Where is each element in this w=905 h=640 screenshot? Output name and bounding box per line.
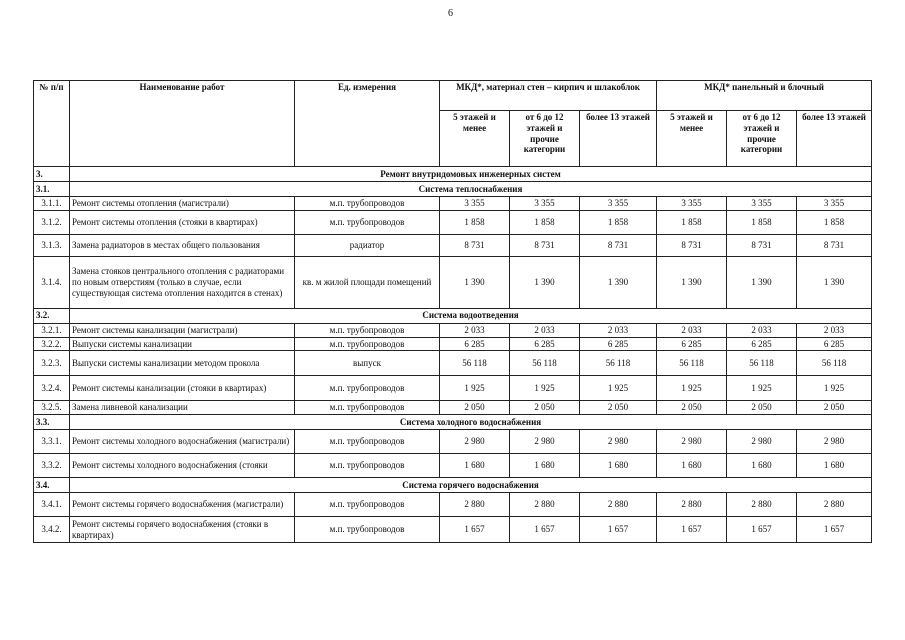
row-code: 3.1.3.: [34, 234, 70, 256]
header-group-panel: МКД* панельный и блочный: [657, 81, 872, 111]
row-code: 3.1.4.: [34, 256, 70, 308]
row-work-name: Замена ливневой канализации: [70, 401, 295, 415]
row-value: 3 355: [440, 197, 510, 211]
section-row: [34, 167, 872, 182]
row-value: 2 033: [657, 323, 727, 337]
row-value: 2 050: [657, 401, 727, 415]
row-unit: м.п. трубопроводов: [295, 210, 440, 234]
section-row: [34, 415, 872, 430]
row-value: 1 657: [510, 517, 580, 543]
row-value: 2 033: [580, 323, 657, 337]
row-unit: м.п. трубопроводов: [295, 401, 440, 415]
row-unit: выпуск: [295, 351, 440, 376]
row-value: 2 880: [657, 493, 727, 517]
row-work-name: Выпуски системы канализации: [70, 337, 295, 351]
row-work-name: Ремонт системы отопления (магистрали): [70, 197, 295, 211]
header-work-name: Наименование работ: [70, 81, 295, 167]
header-group-brick: МКД*, материал стен – кирпич и шлакоблок: [440, 81, 657, 111]
row-value: 56 118: [727, 351, 797, 376]
table-row: [34, 197, 872, 211]
table-row: [34, 234, 872, 256]
row-work-name: Ремонт системы горячего водоснабжения (стояки в квартирах): [70, 517, 295, 543]
row-value: 6 285: [510, 337, 580, 351]
row-value: 6 285: [580, 337, 657, 351]
row-unit: м.п. трубопроводов: [295, 337, 440, 351]
row-value: 1 390: [580, 256, 657, 308]
row-value: 1 390: [657, 256, 727, 308]
row-work-name: Ремонт системы горячего водоснабжения (магистрали): [70, 493, 295, 517]
row-value: 2 050: [797, 401, 872, 415]
row-value: 6 285: [657, 337, 727, 351]
header-number: № п/п: [34, 81, 70, 167]
subheader-cell: 5 этажей и менее: [657, 111, 727, 167]
row-value: 6 285: [440, 337, 510, 351]
cost-table: [33, 80, 872, 543]
row-value: 2 050: [727, 401, 797, 415]
row-value: 1 680: [510, 454, 580, 478]
table-row: [34, 401, 872, 415]
row-value: 56 118: [440, 351, 510, 376]
table-row: [34, 351, 872, 376]
table-row: [34, 323, 872, 337]
row-value: 2 880: [440, 493, 510, 517]
row-unit: кв. м жилой площади помещений: [295, 256, 440, 308]
table-body: [34, 167, 872, 543]
section-code: 3.3.: [34, 415, 70, 430]
row-value: 2 050: [440, 401, 510, 415]
row-value: 1 925: [440, 376, 510, 401]
row-value: 1 858: [727, 210, 797, 234]
row-value: 2 033: [440, 323, 510, 337]
row-value: 2 033: [797, 323, 872, 337]
row-work-name: Выпуски системы канализации методом прокола: [70, 351, 295, 376]
row-work-name: Замена стояков центрального отопления с радиаторами по новым отверстиям (только в случае, если существующая система отопления находится в стенах): [70, 256, 295, 308]
row-value: 3 355: [580, 197, 657, 211]
row-code: 3.3.2.: [34, 454, 70, 478]
row-value: 1 680: [580, 454, 657, 478]
row-value: 1 390: [797, 256, 872, 308]
row-value: 56 118: [797, 351, 872, 376]
row-value: 1 858: [580, 210, 657, 234]
section-code: 3.4.: [34, 478, 70, 493]
subheader-cell: от 6 до 12 этажей и прочие категории: [510, 111, 580, 167]
row-work-name: Ремонт системы отопления (стояки в квартирах): [70, 210, 295, 234]
row-work-name: Ремонт системы канализации (стояки в квартирах): [70, 376, 295, 401]
row-code: 3.2.1.: [34, 323, 70, 337]
row-work-name: Ремонт системы холодного водоснабжения (стояки: [70, 454, 295, 478]
row-work-name: Ремонт системы канализации (магистрали): [70, 323, 295, 337]
row-value: 2 033: [510, 323, 580, 337]
section-code: 3.2.: [34, 308, 70, 323]
subheader-cell: более 13 этажей: [797, 111, 872, 167]
row-unit: м.п. трубопроводов: [295, 454, 440, 478]
page-number: 6: [448, 8, 453, 19]
row-value: 8 731: [440, 234, 510, 256]
table-row: [34, 376, 872, 401]
table-row: [34, 337, 872, 351]
row-code: 3.2.2.: [34, 337, 70, 351]
row-value: 2 880: [510, 493, 580, 517]
table-row: [34, 493, 872, 517]
row-unit: м.п. трубопроводов: [295, 430, 440, 454]
row-value: 56 118: [657, 351, 727, 376]
row-work-name: Ремонт системы холодного водоснабжения (магистрали): [70, 430, 295, 454]
row-value: 2 980: [797, 430, 872, 454]
row-value: 8 731: [797, 234, 872, 256]
table-row: [34, 430, 872, 454]
row-value: 8 731: [657, 234, 727, 256]
section-title: Система холодного водоснабжения: [70, 415, 872, 430]
row-code: 3.4.1.: [34, 493, 70, 517]
row-value: 6 285: [727, 337, 797, 351]
row-value: 8 731: [727, 234, 797, 256]
row-value: 1 390: [727, 256, 797, 308]
table-row: [34, 256, 872, 308]
section-row: [34, 182, 872, 197]
row-value: 2 980: [727, 430, 797, 454]
row-value: 1 390: [510, 256, 580, 308]
row-code: 3.2.3.: [34, 351, 70, 376]
row-value: 3 355: [657, 197, 727, 211]
row-unit: м.п. трубопроводов: [295, 493, 440, 517]
row-value: 8 731: [510, 234, 580, 256]
row-unit: радиатор: [295, 234, 440, 256]
section-row: [34, 478, 872, 493]
table-row: [34, 454, 872, 478]
subheader-cell: от 6 до 12 этажей и прочие категории: [727, 111, 797, 167]
row-value: 1 925: [727, 376, 797, 401]
row-value: 1 657: [440, 517, 510, 543]
row-value: 2 980: [510, 430, 580, 454]
row-value: 1 657: [727, 517, 797, 543]
row-value: 1 680: [657, 454, 727, 478]
section-title: Система водоотведения: [70, 308, 872, 323]
row-value: 1 680: [797, 454, 872, 478]
row-work-name: Замена радиаторов в местах общего пользования: [70, 234, 295, 256]
row-code: 3.3.1.: [34, 430, 70, 454]
row-value: 1 925: [797, 376, 872, 401]
row-code: 3.2.5.: [34, 401, 70, 415]
row-unit: м.п. трубопроводов: [295, 517, 440, 543]
row-unit: м.п. трубопроводов: [295, 323, 440, 337]
row-value: 2 050: [510, 401, 580, 415]
row-value: 1 925: [657, 376, 727, 401]
header-unit: Ед. измерения: [295, 81, 440, 167]
row-value: 56 118: [510, 351, 580, 376]
row-code: 3.1.2.: [34, 210, 70, 234]
table-row: [34, 517, 872, 543]
row-value: 2 980: [657, 430, 727, 454]
row-value: 1 680: [440, 454, 510, 478]
subheader-cell: 5 этажей и менее: [440, 111, 510, 167]
row-value: 1 858: [657, 210, 727, 234]
row-value: 2 880: [727, 493, 797, 517]
row-code: 3.4.2.: [34, 517, 70, 543]
section-row: [34, 308, 872, 323]
row-code: 3.2.4.: [34, 376, 70, 401]
row-value: 2 033: [727, 323, 797, 337]
section-title: Система теплоснабжения: [70, 182, 872, 197]
row-value: 1 925: [580, 376, 657, 401]
section-code: 3.1.: [34, 182, 70, 197]
section-code: 3.: [34, 167, 70, 182]
row-value: 1 858: [440, 210, 510, 234]
row-value: 56 118: [580, 351, 657, 376]
row-value: 1 858: [510, 210, 580, 234]
row-value: 1 657: [657, 517, 727, 543]
row-value: 1 680: [727, 454, 797, 478]
row-value: 1 858: [797, 210, 872, 234]
row-value: 2 980: [580, 430, 657, 454]
row-value: 1 657: [580, 517, 657, 543]
row-value: 2 880: [797, 493, 872, 517]
row-value: 1 657: [797, 517, 872, 543]
subheader-cell: более 13 этажей: [580, 111, 657, 167]
row-unit: м.п. трубопроводов: [295, 197, 440, 211]
table-row: [34, 210, 872, 234]
section-title: Ремонт внутридомовых инженерных систем: [70, 167, 872, 182]
row-value: 2 980: [440, 430, 510, 454]
row-value: 3 355: [727, 197, 797, 211]
section-title: Система горячего водоснабжения: [70, 478, 872, 493]
row-code: 3.1.1.: [34, 197, 70, 211]
row-value: 2 050: [580, 401, 657, 415]
row-unit: м.п. трубопроводов: [295, 376, 440, 401]
row-value: 6 285: [797, 337, 872, 351]
row-value: 1 925: [510, 376, 580, 401]
row-value: 3 355: [797, 197, 872, 211]
row-value: 8 731: [580, 234, 657, 256]
row-value: 1 390: [440, 256, 510, 308]
row-value: 3 355: [510, 197, 580, 211]
row-value: 2 880: [580, 493, 657, 517]
